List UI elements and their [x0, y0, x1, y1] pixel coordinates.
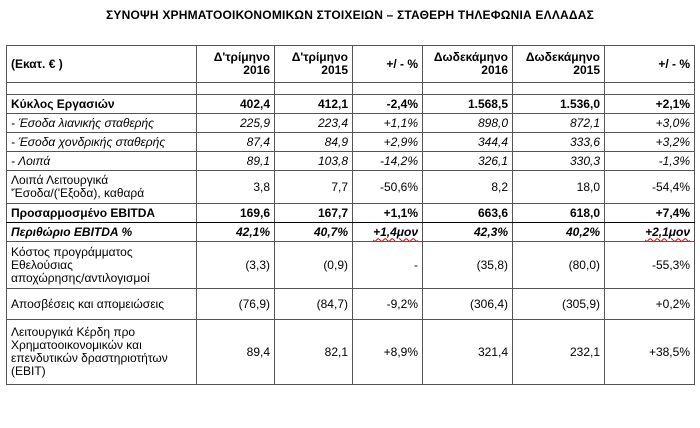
- table-row: [7, 133, 695, 152]
- table-row: [7, 242, 695, 289]
- cell-value: +3,0%: [605, 114, 695, 133]
- row-label: Προσαρμοσμένο EBITDA: [7, 204, 197, 223]
- cell-value: -2,4%: [353, 95, 423, 114]
- table-row: [7, 320, 695, 385]
- cell-value: (76,9): [197, 289, 275, 320]
- cell-value: -54,4%: [605, 171, 695, 204]
- row-label: Περιθώριο EBITDA %: [7, 223, 197, 242]
- cell-value: +0,2%: [605, 289, 695, 320]
- cell-value: 225,9: [197, 114, 275, 133]
- cell-value: 402,4: [197, 95, 275, 114]
- cell-value: -9,2%: [353, 289, 423, 320]
- cell-value: -50,6%: [353, 171, 423, 204]
- col-header-q-change: +/ - %: [353, 46, 423, 83]
- table-row: [7, 152, 695, 171]
- row-label: Κύκλος Εργασιών: [7, 95, 197, 114]
- cell-value: +1,1%: [353, 114, 423, 133]
- cell-value: 232,1: [513, 320, 605, 385]
- cell-value: 330,3: [513, 152, 605, 171]
- cell-value: +3,2%: [605, 133, 695, 152]
- col-header-fy2016: Δωδεκάμηνο 2016: [433, 50, 508, 77]
- row-label: - Έσοδα λιανικής σταθερής: [7, 114, 197, 133]
- cell-value: 872,1: [513, 114, 605, 133]
- cell-value: 344,4: [423, 133, 513, 152]
- cell-value: 169,6: [197, 204, 275, 223]
- cell-value: +1,1%: [353, 204, 423, 223]
- row-label: - Έσοδα χονδρικής σταθερής: [7, 133, 197, 152]
- header-row: [7, 46, 695, 83]
- cell-value: +1,4μον: [373, 224, 418, 239]
- cell-value: 8,2: [423, 171, 513, 204]
- cell-value: 326,1: [423, 152, 513, 171]
- cell-value: 42,3%: [423, 223, 513, 242]
- cell-value: 40,7%: [275, 223, 353, 242]
- table-row-ebitda: [7, 204, 695, 223]
- cell-value: 412,1: [275, 95, 353, 114]
- row-label: Αποσβέσεις και απομειώσεις: [7, 289, 197, 320]
- cell-value: 40,2%: [513, 223, 605, 242]
- unit-label: (Εκατ. € ): [7, 46, 197, 83]
- table-row-ebitda-margin: [7, 223, 695, 242]
- cell-value: +7,4%: [605, 204, 695, 223]
- cell-value: (306,4): [423, 289, 513, 320]
- document-title: ΣΥΝΟΨΗ ΧΡΗΜΑΤΟΟΙΚΟΝΟΜΙΚΩΝ ΣΤΟΙΧΕΙΩΝ – ΣΤΑΘΕΡΗ ΤΗΛΕΦΩΝΙΑ ΕΛΛΑΔΑΣ: [106, 8, 594, 22]
- cell-value: +38,5%: [605, 320, 695, 385]
- cell-value: 89,1: [197, 152, 275, 171]
- cell-value: -55,3%: [605, 242, 695, 289]
- col-header-fy-change: +/ - %: [605, 46, 695, 83]
- cell-value: 223,4: [275, 114, 353, 133]
- cell-value: +2,1μον: [645, 224, 690, 239]
- row-label: - Λοιπά: [7, 152, 197, 171]
- table-row: [7, 114, 695, 133]
- cell-value: (0,9): [275, 242, 353, 289]
- cell-value: (35,8): [423, 242, 513, 289]
- cell-value: -1,3%: [605, 152, 695, 171]
- cell-value: 663,6: [423, 204, 513, 223]
- cell-value: 167,7: [275, 204, 353, 223]
- cell-value: 87,4: [197, 133, 275, 152]
- cell-value: 82,1: [275, 320, 353, 385]
- cell-value: +8,9%: [353, 320, 423, 385]
- cell-value: (305,9): [513, 289, 605, 320]
- cell-value: 321,4: [423, 320, 513, 385]
- col-header-fy2015: Δωδεκάμηνο 2015: [525, 50, 600, 77]
- cell-value: 333,6: [513, 133, 605, 152]
- cell-value: 103,8: [275, 152, 353, 171]
- row-label: Κόστος προγράμματος Εθελούσιας αποχώρησης/αντιλογισμοί: [11, 244, 150, 285]
- cell-value: 7,7: [275, 171, 353, 204]
- table-row: [7, 95, 695, 114]
- cell-value: +2,1%: [605, 95, 695, 114]
- cell-value: (3,3): [197, 242, 275, 289]
- cell-value: -14,2%: [353, 152, 423, 171]
- table-row: [7, 171, 695, 204]
- row-label: Λοιπά Λειτουργικά 'Έσοδα/('Εξοδα), καθαρά: [11, 173, 145, 200]
- col-header-q2015: Δ'τρίμηνο 2015: [291, 50, 348, 77]
- cell-value: 618,0: [513, 204, 605, 223]
- cell-value: 18,0: [513, 171, 605, 204]
- cell-value: 1.568,5: [423, 95, 513, 114]
- cell-value: 89,4: [197, 320, 275, 385]
- spacer-row: [7, 83, 695, 95]
- cell-value: -: [353, 242, 423, 289]
- table-row: [7, 289, 695, 320]
- cell-value: 3,8: [197, 171, 275, 204]
- cell-value: 84,9: [275, 133, 353, 152]
- cell-value: 898,0: [423, 114, 513, 133]
- row-label: Λειτουργικά Κέρδη προ Χρηματοοικονομικών και επενδυτικών δραστηριοτήτων (EBIT): [11, 325, 168, 378]
- col-header-q2016: Δ'τρίμηνο 2016: [213, 50, 270, 77]
- financial-summary-table: [6, 45, 695, 385]
- cell-value: 1.536,0: [513, 95, 605, 114]
- cell-value: (84,7): [275, 289, 353, 320]
- cell-value: 42,1%: [197, 223, 275, 242]
- cell-value: +2,9%: [353, 133, 423, 152]
- cell-value: (80,0): [513, 242, 605, 289]
